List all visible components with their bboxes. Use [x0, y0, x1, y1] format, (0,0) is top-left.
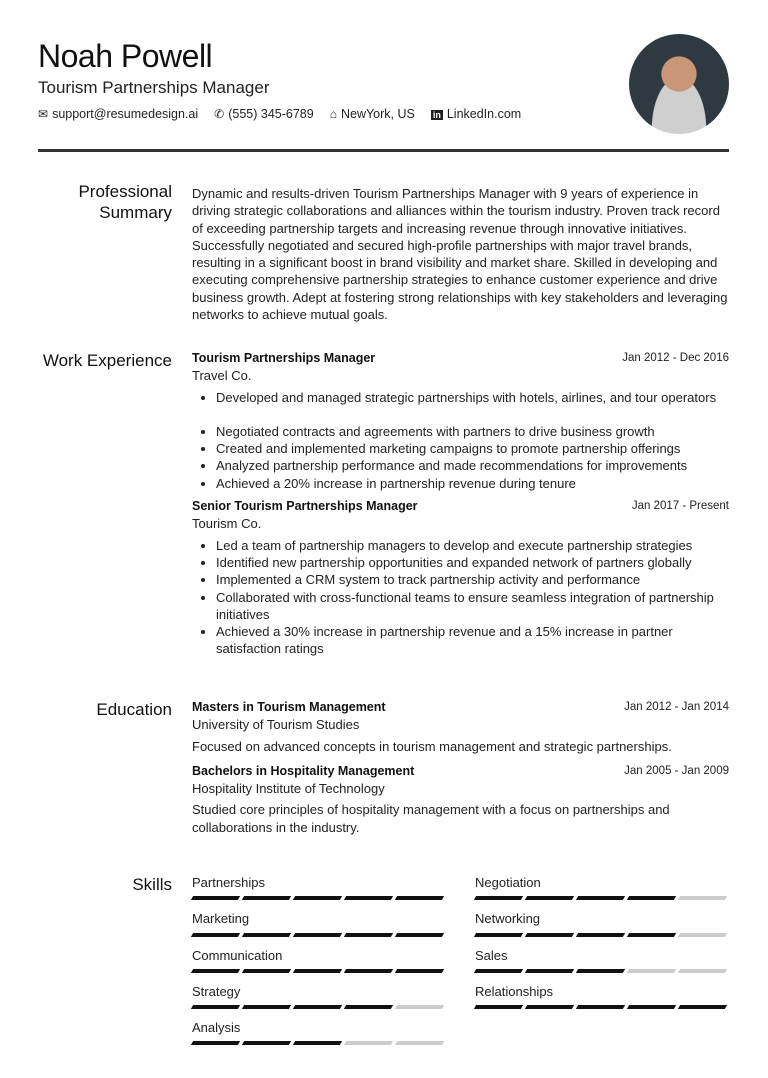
job-bullets — [192, 537, 729, 658]
skill-level-segment — [627, 1005, 676, 1009]
skill-level-bar — [475, 969, 728, 973]
skill-name: Strategy — [192, 983, 241, 999]
contact-email[interactable]: ✉ support@resumedesign.ai — [38, 107, 199, 121]
skill-level-segment — [525, 1005, 574, 1009]
skill-level-segment — [191, 1005, 240, 1009]
bullet-item: • Analyzed partnership performance and made recommendations for improvements — [216, 457, 729, 474]
skill-level-segment — [242, 1005, 291, 1009]
job-entry — [192, 350, 729, 492]
skill-level-segment — [576, 1005, 625, 1009]
skill-item — [475, 983, 728, 1009]
education-header — [192, 699, 729, 716]
section-label: Professional Summary — [78, 182, 172, 222]
job-company: Travel Co. — [192, 368, 252, 384]
skill-level-segment — [576, 896, 625, 900]
skill-level-segment — [395, 1041, 444, 1045]
job-header — [192, 498, 729, 515]
degree: Bachelors in Hospitality Management — [192, 763, 415, 778]
contact-linkedin[interactable]: in LinkedIn.com — [432, 107, 522, 121]
skill-level-segment — [344, 933, 393, 937]
skill-level-bar — [192, 1005, 445, 1009]
section-label: Work Experience — [42, 351, 172, 370]
skill-level-segment — [525, 896, 574, 900]
skill-level-bar — [192, 896, 445, 900]
degree: Masters in Tourism Management — [192, 700, 386, 714]
skill-level-segment — [525, 933, 574, 937]
school: Hospitality Institute of Technology — [192, 781, 385, 797]
profile-photo — [629, 34, 729, 134]
skill-level-bar — [475, 896, 728, 900]
skill-name: Analysis — [192, 1020, 241, 1036]
job-company: Tourism Co. — [192, 516, 262, 532]
skill-level-bar — [192, 1041, 445, 1045]
skill-level-segment — [627, 969, 676, 973]
skill-level-segment — [474, 933, 523, 937]
skill-level-segment — [344, 1041, 393, 1045]
skill-name: Partnerships — [192, 875, 265, 890]
skill-item — [475, 947, 728, 973]
summary-text: Dynamic and results-driven Tourism Partnerships Manager with 9 years of experience in driving strategic collaborations and alliances within the tourism industry. Proven track record of exceeding partnership targets and increasing revenue through innovative initiatives. Successfully negotiated and secured high-profile partnerships with major travel brands, resulting in a significant boost in brand visibility and market share. Skilled in developing and executing comprehensive partnership strategies to enhance customer experience and drive business growth. Adept at fostering strong relationships with key stakeholders and leveraging networks to achieve mutual goals. — [192, 186, 728, 323]
skill-level-segment — [576, 933, 625, 937]
job-title: Tourism Partnerships Manager — [192, 351, 376, 365]
skill-level-segment — [293, 1005, 342, 1009]
education-description: Studied core principles of hospitality management with a focus on partnerships and collaborations in the industry. — [192, 802, 670, 835]
school: University of Tourism Studies — [192, 717, 360, 733]
skill-level-segment — [191, 969, 240, 973]
contact-phone[interactable]: ✆ (555) 345-6789 — [214, 107, 314, 121]
skill-item — [192, 910, 445, 936]
skill-level-segment — [678, 969, 727, 973]
skill-level-segment — [474, 1005, 523, 1009]
education-description: Focused on advanced concepts in tourism management and strategic partnerships. — [192, 738, 672, 754]
phone-icon: ✆ — [214, 107, 225, 121]
skill-name: Marketing — [192, 911, 250, 927]
bullet-item: • Identified new partnership opportunities and expanded network of partners globally — [216, 554, 729, 571]
job-bullets — [192, 389, 729, 492]
skill-level-segment — [191, 1041, 240, 1045]
education-dates: Jan 2005 - Jan 2009 — [624, 764, 729, 777]
skill-level-bar — [192, 933, 445, 937]
skill-level-segment — [395, 896, 444, 900]
skill-level-segment — [344, 1005, 393, 1009]
skill-level-bar — [475, 933, 728, 937]
section-label: Skills — [132, 875, 172, 894]
education-dates: Jan 2012 - Jan 2014 — [624, 701, 729, 713]
candidate-name: Noah Powell — [38, 38, 213, 74]
bullet-item: • Led a team of partnership managers to develop and execute partnership strategies — [216, 537, 729, 554]
skill-item — [192, 947, 445, 973]
education-entry — [192, 699, 729, 755]
skill-level-segment — [395, 969, 444, 973]
skill-name: Relationships — [475, 983, 554, 999]
contact-location: ⌂ NewYork, US — [329, 107, 415, 121]
job-title: Senior Tourism Partnerships Manager — [192, 499, 418, 514]
skill-level-segment — [525, 969, 574, 973]
bullet-item: • Achieved a 20% increase in partnership revenue during tenure — [216, 475, 729, 492]
envelope-icon: ✉ — [38, 107, 49, 121]
skill-level-segment — [474, 896, 523, 900]
contact-list — [38, 107, 521, 121]
job-entry — [192, 498, 729, 658]
linkedin-icon: in — [432, 110, 441, 120]
skill-level-segment — [627, 933, 676, 937]
skill-item — [475, 910, 728, 936]
skill-level-segment — [395, 1005, 444, 1009]
bullet-item: • Collaborated with cross-functional teams to ensure seamless integration of partnership initiatives — [216, 589, 729, 624]
skill-level-segment — [242, 969, 291, 973]
candidate-title: Tourism Partnerships Manager — [38, 78, 270, 97]
skill-item — [192, 874, 445, 900]
header-divider — [38, 149, 729, 152]
skill-level-segment — [627, 896, 676, 900]
education-entry — [192, 763, 729, 836]
bullet-item: • Developed and managed strategic partnerships with hotels, airlines, and tour operators — [216, 389, 729, 406]
job-header — [192, 350, 729, 367]
section-label: Education — [96, 700, 172, 719]
skill-level-segment — [395, 933, 444, 937]
skill-item — [192, 983, 445, 1009]
skill-level-bar — [475, 1005, 728, 1009]
skill-level-segment — [191, 933, 240, 937]
skill-name: Negotiation — [475, 875, 541, 890]
skill-level-segment — [678, 1005, 727, 1009]
skill-level-segment — [678, 933, 727, 937]
skill-level-segment — [474, 969, 523, 973]
education-header — [192, 763, 729, 780]
skill-name: Communication — [192, 947, 283, 963]
bullet-item: • Created and implemented marketing campaigns to promote partnership offerings — [216, 440, 729, 457]
skill-level-segment — [242, 1041, 291, 1045]
skill-level-segment — [242, 933, 291, 937]
skill-level-segment — [191, 896, 240, 900]
skill-level-segment — [293, 1041, 342, 1045]
job-dates: Jan 2017 - Present — [631, 500, 729, 513]
skill-level-segment — [678, 896, 727, 900]
skill-level-segment — [576, 969, 625, 973]
skill-level-segment — [293, 933, 342, 937]
bullet-item: • Implemented a CRM system to track partnership activity and performance — [216, 571, 729, 588]
skill-level-segment — [242, 896, 291, 900]
skill-level-segment — [344, 896, 393, 900]
bullet-item: • Achieved a 30% increase in partnership revenue and a 15% increase in partner satisfaction ratings — [216, 623, 729, 658]
skill-name: Sales — [475, 947, 508, 963]
skill-level-segment — [293, 896, 342, 900]
skill-name: Networking — [475, 911, 541, 927]
skill-item — [475, 874, 728, 900]
home-icon: ⌂ — [329, 107, 337, 121]
skill-level-segment — [344, 969, 393, 973]
bullet-item: • Negotiated contracts and agreements with partners to drive business growth — [216, 423, 729, 440]
skill-level-bar — [192, 969, 445, 973]
skill-level-segment — [293, 969, 342, 973]
skill-item — [192, 1019, 445, 1045]
job-dates: Jan 2012 - Dec 2016 — [622, 352, 729, 364]
